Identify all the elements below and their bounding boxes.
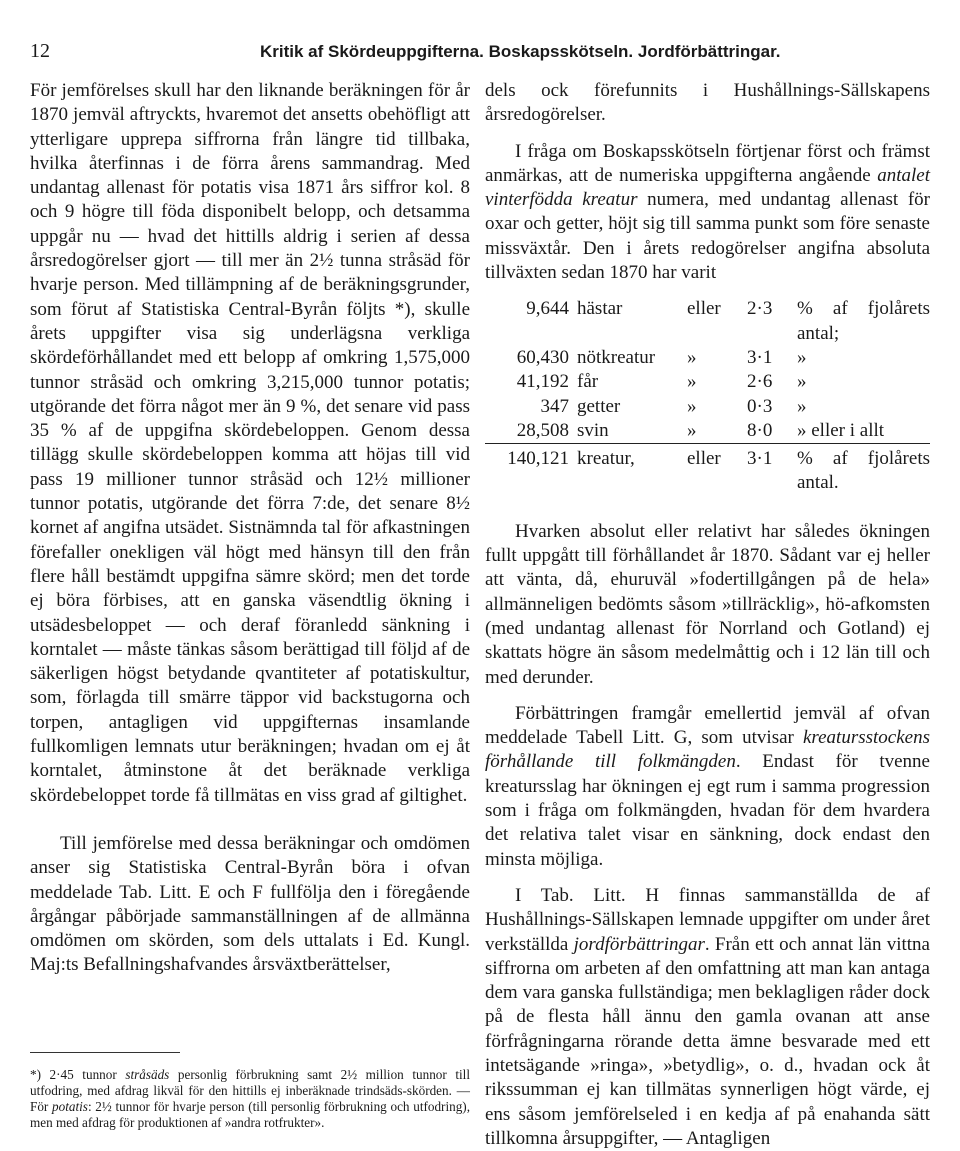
table-cell-rest: » <box>797 371 807 393</box>
table-cell-kind: hästar <box>577 298 623 320</box>
right-paragraph-5: I Tab. Litt. H finnas sammanställda de af Hushållnings-Sällskapen lemnade uppgifter om under året verkställda jordförbättringar. Från ett och annat län vittna siffrorna om arbeten af den omfattning att man kan antaga dem vara ganska fullständiga; men beklagligen råder dock på de flesta håll ännu den gamla ovanan att anse förfrågningarna rörande detta ämne besvarade med ett intetsägande »ringa», »betydlig», o. d., hvadan ock åt rikssumman ej kan tillmätas synnerligen högt värde, ej ens såsom jemförelseled i en kedja af på enahanda sätt tillkomna årsuppgifter, — Antagligen <box>485 884 930 1149</box>
table-cell-kind: får <box>577 371 599 393</box>
right-paragraph-4: Förbättringen framgår emellertid jemväl af ofvan meddelade Tabell Litt. G, som utvisar kreatursstockens förhållande till folkmängden. Endast för tvenne kreatursslag har ökningen ej egt rum i samma progression som i fråga om folkmängden, hvadan för dem hvardera det relativa talet visar en sänkning, dock endast den minsta möjliga. <box>485 702 930 870</box>
table-cell-val: 8·0 <box>747 419 773 441</box>
right-paragraph-2: I fråga om Boskapsskötseln förtjenar först och främst anmärkas, att de numeriska uppgifterna angående antalet vinterfödda kreatur numera, med undantag allenast för oxar och getter, höjt sig till samma punkt som före senaste missväxtår. Den i årets redogörelser angifna absoluta tillväxten sedan 1870 har varit <box>485 140 931 284</box>
left-paragraph-1: För jemförelses skull har den liknande beräkningen för år 1870 jemväl aftryckts, hvaremot det ansetts obehöfligt att ytterligare upprepa siffrorna från längre tid tillbaka, hvilka återfinnas i de förra årens sammandrag. Med undantag allenast för potatis visa 1871 års siffror kol. 8 och 9 högre till föda disponibelt belopp, och detsamma uppgår nu — hvad det hittills aldrig i serien af dessa årsredogörelser gjort — till mer än 2½ tunna stråsäd för hvarje person. Med tillämpning af de beräkningsgrunder, som förut af Statistiska Central-Byrån följts *), skulle årets uppgifter visa sig underlägsna verkliga skördeförhållandet med ett belopp af omkring 1,575,000 tunnor stråsäd och omkring 3,215,000 tunnor potatis; utgörande det förra något mer än 9 %, det senare vid pass 35 % af de uppgifna skördebeloppen. Genom dessa tillägg skulle skördebeloppen komma att höjas till vid pass 19 millioner tunnor stråsäd och 12½ millioner tunnor potatis, utgörande det förra 7:de, det senare 8½ kornet af angifna utsädet. Sistnämnda tal för afkastningen förefaller onekligen väl högt med hänsyn till den från flere håll bestämdt uppgifna sämre skörd; men det torde ej böra förbises, att en ganska väsendtlig ökning i utsädesbeloppet — och deraf föranledd sänkning i korntalet — måste tänkas såsom berättigad till följd af de säkerligen högst betydande qvantiteter af potatiskultur, som, förlagda till smärre täppor vid backstugorna och torpen, antagligen vid uppgifternas insamlande fullkomligen lemnats utur beräkningen; hvadan om ej åt korntalet, åtminstone åt det beräknade verkliga skördebeloppet torde få tillmätas en viss grad af giltighet. <box>30 80 470 806</box>
table-cell-pre: » <box>687 419 697 441</box>
table-cell-kind: nötkreatur <box>577 346 656 368</box>
table-row <box>485 419 930 444</box>
table-cell-num: 28,508 <box>516 419 569 441</box>
table-cell-kind: getter <box>577 395 621 417</box>
table-cell-rest: % af fjolårets antal. <box>797 444 930 496</box>
livestock-table <box>485 297 930 495</box>
table-cell-pre: eller <box>687 298 721 320</box>
table-row <box>485 370 930 394</box>
table-cell-val: 2·6 <box>747 371 773 393</box>
table-cell-num: 60,430 <box>516 346 569 368</box>
footnote <box>30 1067 470 1131</box>
table-cell-rest: » eller i allt <box>797 419 885 441</box>
table-row <box>485 346 930 370</box>
table-row <box>485 297 930 346</box>
running-title: Kritik af Skördeuppgifterna. Boskapsskötseln. Jordförbättringar. <box>260 42 781 61</box>
table-cell-rest: % af fjolårets antal; <box>797 298 930 344</box>
page-header <box>30 40 940 66</box>
table-cell-num: 41,192 <box>516 371 569 393</box>
table-cell-num: 140,121 <box>485 444 577 496</box>
table-cell-val: 3·1 <box>747 444 797 496</box>
left-paragraph-2: Till jemförelse med dessa beräkningar och omdömen anser sig Statistiska Central-Byrån böra i ofvan meddelade Tab. Litt. E och F fullfölja den i föregående årgångar påbörjade sammanställningen af de allmänna omdömen om skörden, som dels uttalats i Ed. Kungl. Maj:ts Befallningshafvandes årsväxtberättelser, <box>30 832 470 976</box>
table-cell-val: 3·1 <box>747 346 773 368</box>
left-column <box>30 79 470 978</box>
table-cell-num: 9,644 <box>526 298 569 320</box>
right-paragraph-3: Hvarken absolut eller relativt har således ökningen fullt uppgått till förhållandet år 1870. Sådant var ej heller att vänta, då, ehuruväl »fodertillgången på de hela» allmänneligen bedömts såsom »tillräcklig», hö-afkomsten (med undantag allenast för Norrland och Gotland) ej skattats högre än såsom medelmåttig och i 12 län till och med derunder. <box>485 520 930 688</box>
table-row <box>485 444 930 496</box>
footnote-text: *) 2·45 tunnor stråsäds personlig förbrukning samt 2½ million tunnor till utfodring, med afdrag likväl för den hittills ej inberäknade trindsäds-skörden. — För potatis: 2½ tunnor för hvarje person (till personlig förbrukning och utfodring), men med afdrag för produktionen af »andra rotfrukter». <box>30 1067 471 1130</box>
right-paragraph-1: dels ock förefunnits i Hushållnings-Sällskapens årsredogörelser. <box>485 80 930 126</box>
table-cell-rest: » <box>797 346 807 368</box>
table-cell-val: 0·3 <box>747 395 773 417</box>
table-cell-kind: kreatur, <box>577 444 687 496</box>
table-cell-rest: » <box>797 395 807 417</box>
table-cell-pre: eller <box>687 444 747 496</box>
table-cell-kind: svin <box>577 419 609 441</box>
table-cell-pre: » <box>687 371 697 393</box>
table-cell-num: 347 <box>540 395 569 417</box>
table-row <box>485 395 930 419</box>
table-cell-pre: » <box>687 346 697 368</box>
right-column <box>485 79 930 1151</box>
page-number: 12 <box>30 40 50 62</box>
footnote-separator <box>30 1052 180 1053</box>
table-cell-pre: » <box>687 395 697 417</box>
table-cell-val: 2·3 <box>747 298 773 320</box>
